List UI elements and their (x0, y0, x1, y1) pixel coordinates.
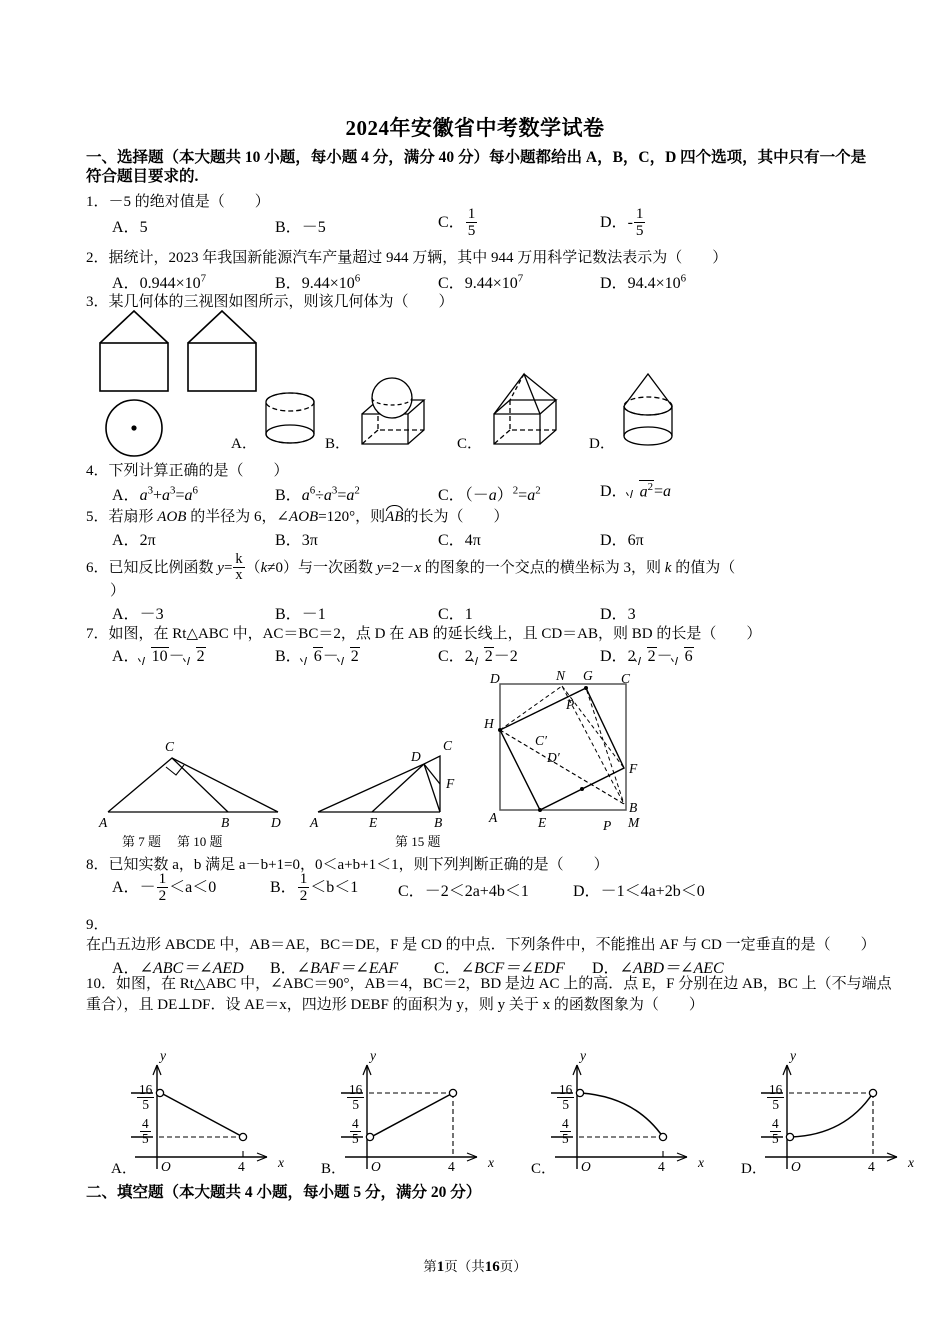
chart-c-ytick-1: $\frac{16}{5}$ (559, 1082, 573, 1112)
option-letter: B． (275, 606, 302, 623)
option-text: ∠BCF＝∠EDF (460, 960, 565, 977)
footer-total-pages: 16 (484, 1259, 500, 1275)
q10-label-e: E (369, 815, 378, 830)
question-9-number: 9． (86, 917, 109, 933)
chart-option-b-letter[interactable]: B． (321, 1161, 347, 1177)
question-6-option-b[interactable] (275, 601, 326, 624)
question-1-stem-close: ） (254, 194, 270, 210)
chart-a-xtick: 4 (238, 1159, 245, 1174)
option-text: ＜a＜0 (169, 879, 217, 897)
question-2-option-d[interactable] (600, 270, 686, 293)
option-letter: D． (600, 648, 628, 665)
option-text: －5 (301, 219, 326, 236)
option-text: －3 (139, 606, 164, 623)
question-6-option-c[interactable] (438, 601, 473, 624)
radical-symbol: 6 (673, 647, 694, 666)
chart-d-xtick: 4 (868, 1159, 875, 1174)
option-letter: A． (112, 879, 140, 897)
q15-label-c-prime: C′ (535, 733, 547, 748)
question-5-option-b[interactable] (275, 527, 318, 550)
q6-text-h: 的值为（ (671, 559, 736, 576)
q15-label-c: C (621, 671, 631, 686)
option-letter: A． (112, 648, 140, 665)
minus-sign: － (139, 879, 156, 897)
question-9-stem: 在凸五边形 ABCDE 中，AB＝AE，BC＝DE，F 是 CD 的中点．下列条件中，不能推出 AF 与 CD 一定垂直的是（ ） (86, 937, 876, 953)
option-text: ∠ABC＝∠AED (139, 960, 244, 977)
q10-figure-triangle (312, 740, 462, 824)
option-letter: C． (438, 214, 465, 232)
option-letter: D． (600, 483, 628, 500)
option-letter: A． (112, 219, 140, 236)
option-letter: A． (112, 487, 140, 504)
q5-text-b: 的半径为 6，∠ (186, 509, 290, 525)
radical-symbol: 2 (636, 647, 657, 666)
option-text: －2＜2a+4b＜1 (424, 883, 529, 900)
q5-aob-2: AOB (289, 509, 319, 525)
question-2 (86, 248, 886, 268)
q5-aob-1: AOB (157, 509, 187, 525)
question-4-option-d[interactable]: D． $a^2=a$ (600, 480, 672, 500)
q15-label-n: N (556, 668, 566, 683)
section-2-heading: 二、填空题（本大题共 4 小题，每小题 5 分，满分 20 分） (86, 1184, 482, 1201)
option-letter: D． (573, 883, 601, 900)
question-4-stem: 下列计算正确的是（ (108, 463, 244, 479)
q15-label-g: G (583, 668, 593, 683)
option-letter: C． (438, 487, 465, 504)
question-7-stem: 如图，在 Rt△ABC 中，AC＝BC＝2，点 D 在 AB 的延长线上，且 CD＝AB，则 BD 的长是（ ） (108, 626, 762, 642)
q7-figure-triangle (100, 740, 290, 824)
fraction-one-half: $\frac{1}{2}$ (158, 870, 167, 904)
question-10 (86, 974, 898, 1016)
question-5-number: 5． (86, 509, 109, 525)
radical-symbol: $a^2$ (628, 480, 654, 501)
chart-d-ylabel: y (790, 1048, 796, 1063)
question-8-option-a[interactable] (112, 872, 216, 905)
question-2-option-b[interactable] (275, 270, 360, 293)
q6-text-g: 的图象的一个交点的横坐标为 3，则 (421, 559, 665, 576)
q3-option-c-shape-cuboid-pyramid[interactable] (484, 372, 564, 450)
option-letter: A． (112, 275, 140, 292)
question-8-option-b[interactable] (270, 872, 358, 905)
question-1-number: 1． (86, 194, 109, 210)
option-letter: B． (275, 275, 302, 292)
q15-label-p: P (566, 697, 575, 712)
radical-symbol: 2 (339, 647, 360, 666)
q5-text-d: 的长为（ ） (403, 509, 509, 525)
option-text: 5 (139, 219, 148, 236)
q6-eq: = (223, 559, 233, 576)
question-3-stem-close: ） (438, 294, 454, 310)
q15-label-b-prime: P (603, 818, 612, 833)
option-text: 3 (627, 606, 636, 623)
option-text: －1＜4a+2b＜0 (600, 883, 705, 900)
question-5-option-d[interactable] (600, 527, 644, 550)
option-text: 4π (464, 532, 481, 549)
question-7 (86, 624, 896, 644)
chart-a-xlabel: x (278, 1155, 284, 1170)
q10-label-d: D (411, 749, 421, 764)
question-5 (86, 505, 509, 527)
q15-label-m: M (628, 815, 640, 830)
q10-figure-caption: 第 10 题 (177, 834, 223, 849)
arc-ab-notation: AB (385, 505, 403, 527)
question-8-option-c[interactable] (398, 878, 529, 901)
option-letter: C． (398, 883, 425, 900)
q10-label-f: F (446, 776, 455, 791)
chart-a-ylabel: y (160, 1048, 166, 1063)
option-text: ∠BAF＝∠EAF (296, 960, 399, 977)
question-5-option-a[interactable] (112, 527, 156, 550)
chart-c-ylabel: y (580, 1048, 586, 1063)
question-8-option-d[interactable] (573, 878, 705, 901)
question-6-number: 6． (86, 559, 109, 576)
chart-b-origin: O (371, 1159, 381, 1174)
chart-a-ytick-1: $\frac{16}{5}$ (139, 1082, 153, 1112)
option-letter: A． (112, 606, 140, 623)
q5-text-a: 若扇形 (108, 509, 158, 525)
q6-y: y (217, 559, 224, 576)
q15-label-e: E (538, 815, 547, 830)
chart-c-xlabel: x (698, 1155, 704, 1170)
option-text: －1 (301, 606, 326, 623)
option-text: 0.944×10 (139, 275, 201, 292)
chart-option-c-letter[interactable]: C． (531, 1161, 557, 1177)
chart-c-xtick: 4 (658, 1159, 665, 1174)
q15-label-d-prime: D′ (547, 750, 560, 765)
q6-k: k (260, 559, 268, 576)
option-letter: A． (112, 960, 140, 977)
question-5-option-c[interactable] (438, 527, 481, 550)
fraction-one-half: $\frac{1}{2}$ (299, 870, 308, 904)
radical-symbol: 2 (185, 647, 206, 666)
option-letter: B． (275, 532, 302, 549)
q3-option-b-shape-cuboid-sphere[interactable] (352, 372, 432, 450)
option-letter: C． (438, 648, 465, 665)
chart-c-origin: O (581, 1159, 591, 1174)
question-6 (86, 553, 886, 584)
question-2-stem: 据统计，2023 年我国新能源汽车产量超过 944 万辆，其中 944 万用科学记数法表示为（ (108, 250, 683, 266)
question-9 (86, 915, 896, 955)
chart-d-xlabel: x (908, 1155, 914, 1170)
question-4 (86, 461, 289, 481)
option-letter: C． (434, 960, 461, 977)
chart-b-ylabel: y (370, 1048, 376, 1063)
question-1-option-c[interactable] (438, 207, 478, 240)
q6-text-b: （ (245, 559, 261, 576)
chart-b-ytick-1: $\frac{16}{5}$ (349, 1082, 363, 1112)
chart-c-ytick-2: $\frac{4}{5}$ (562, 1116, 569, 1146)
option-letter: B． (275, 487, 302, 504)
option-letter: D． (592, 960, 620, 977)
q7-label-a: A (99, 815, 108, 830)
chart-d-ytick-1: $\frac{16}{5}$ (769, 1082, 783, 1112)
page-footer (0, 1255, 950, 1276)
question-2-stem-close: ） (712, 250, 728, 266)
question-1-option-a[interactable] (112, 214, 148, 237)
option-text: ∠ABD＝∠AEC (619, 960, 724, 977)
q7-label-d: D (271, 815, 281, 830)
option-letter: C． (438, 275, 465, 292)
q5-text-c: =120°，则 (318, 509, 386, 525)
q7-label-b: B (221, 815, 230, 830)
option-letter: D． (600, 606, 628, 623)
exponent: 7 (200, 272, 207, 285)
question-4-option-b[interactable]: B．$a^6\div a^3=a^2$ (275, 484, 360, 504)
radical-symbol: 6 (302, 647, 323, 666)
option-text: 6π (627, 532, 644, 549)
fraction-one-fifth: $\frac{1}{5}$ (635, 205, 644, 239)
q6-k2: k (664, 559, 672, 576)
question-3-option-b-letter[interactable]: B． (325, 436, 351, 452)
radical-symbol: 2 (473, 647, 494, 666)
fraction-k-over-x: $\frac{k}{x}$ (235, 551, 243, 583)
fraction-one-fifth: $\frac{1}{5}$ (467, 205, 476, 239)
q7-figure-caption: 第 7 题 (122, 834, 162, 849)
page-title: 2024年安徽省中考数学试卷 (345, 116, 605, 140)
question-7-option-a[interactable]: A． 10－ 2 (112, 648, 205, 665)
q6-text-c: ≠0）与一次函数 (267, 559, 377, 576)
q6-x: x (414, 559, 422, 576)
radical-symbol: 10 (140, 647, 169, 666)
question-1-stem: －5 的绝对值是（ (108, 194, 225, 210)
question-2-option-a[interactable] (112, 270, 206, 293)
q10-label-a: A (310, 815, 319, 830)
question-2-number: 2． (86, 250, 109, 266)
chart-a-ytick-2: $\frac{4}{5}$ (142, 1116, 149, 1146)
option-letter: D． (600, 214, 628, 232)
q3-option-d-shape-cylinder-cone[interactable] (616, 372, 680, 450)
option-letter: B． (270, 960, 297, 977)
chart-option-a-letter[interactable]: A． (111, 1161, 137, 1177)
chart-d-origin: O (791, 1159, 801, 1174)
option-letter: B． (270, 879, 297, 897)
exponent: 6 (680, 272, 687, 285)
question-8-number: 8． (86, 857, 109, 873)
question-4-option-a[interactable]: A．$a^3+a^3=a^6$ (112, 484, 198, 504)
footer-prefix: 第 (423, 1259, 437, 1274)
option-letter: C． (438, 532, 465, 549)
chart-a-origin: O (161, 1159, 171, 1174)
section-1-heading: 一、选择题（本大题共 10 小题，每小题 4 分，满分 40 分）每小题都给出 A，B，C，D 四个选项，其中只有一个是符合题目要求的. (86, 149, 867, 185)
question-7-number: 7． (86, 626, 109, 642)
question-2-option-c[interactable] (438, 270, 523, 293)
q6-y2: y (376, 559, 384, 576)
option-text: ＜b＜1 (310, 879, 359, 897)
q15-label-b: B (629, 800, 638, 815)
q15-figure-caption: 第 15 题 (395, 834, 441, 849)
q15-label-h: H (484, 716, 494, 731)
option-text: 94.4×10 (627, 275, 681, 292)
chart-b-ytick-2: $\frac{4}{5}$ (352, 1116, 359, 1146)
question-10-number: 10． (86, 976, 117, 992)
chart-d-ytick-2: $\frac{4}{5}$ (772, 1116, 779, 1146)
q10-label-b: B (434, 815, 443, 830)
question-7-option-b[interactable]: B． 6－ 2 (275, 648, 359, 665)
question-4-stem-close: ） (273, 463, 289, 479)
question-3-stem: 某几何体的三视图如图所示，则该几何体为（ (108, 294, 409, 310)
q15-label-f: F (629, 761, 638, 776)
option-letter: D． (600, 275, 628, 292)
question-6-option-d[interactable] (600, 601, 636, 624)
option-text: 1 (464, 606, 473, 623)
option-letter: D． (600, 532, 628, 549)
question-8-stem: 已知实数 a，b 满足 a－b+1=0，0＜a+b+1＜1，则下列判断正确的是（ ） (108, 857, 609, 873)
option-letter: C． (438, 606, 465, 623)
q15-label-a: A (489, 810, 498, 825)
question-4-option-c[interactable]: C．$(-a)^2=a^2$ (438, 484, 541, 504)
minus-sign: - (627, 214, 633, 232)
question-3-option-c-letter[interactable]: C． (457, 436, 483, 452)
question-3-option-d-letter[interactable]: D． (589, 436, 615, 452)
question-10-stem: 如图，在 Rt△ABC 中，∠ABC＝90°，AB＝4，BC＝2，BD 是边 AC 上的高．点 E，F 分别在边 AB，BC 上（不与端点重合），且 DE⊥DF．设 AE＝x，四边形 DEBF 的面积为 y，则 y 关于 x 的函数图象为（ ） (86, 976, 892, 1013)
chart-option-d-letter[interactable]: D． (741, 1161, 767, 1177)
q6-text-e: =2－ (383, 559, 415, 576)
option-text: 9.44×10 (464, 275, 518, 292)
question-6-option-a[interactable] (112, 601, 164, 624)
exponent: 6 (354, 272, 361, 285)
chart-b-xtick: 4 (448, 1159, 455, 1174)
q6-text-a: 已知反比例函数 (108, 559, 218, 576)
option-text: 9.44×10 (301, 275, 355, 292)
q15-label-d: D (490, 671, 500, 686)
footer-middle: 页（共 (444, 1259, 485, 1274)
option-text: 3π (301, 532, 318, 549)
q7-label-c: C (165, 739, 175, 754)
footer-suffix: 页） (499, 1259, 527, 1274)
footer-page-number: 1 (436, 1259, 445, 1275)
question-7-option-d[interactable]: D．2 2－ 6 (600, 648, 693, 665)
question-3-number: 3． (86, 294, 109, 310)
option-letter: A． (112, 532, 140, 549)
question-1-option-b[interactable] (275, 214, 326, 237)
question-1-option-d[interactable] (600, 207, 646, 240)
option-text: 2π (139, 532, 156, 549)
q3-option-a-shape-cylinder-hemisphere[interactable] (258, 372, 322, 448)
question-4-number: 4． (86, 463, 109, 479)
option-letter: B． (275, 219, 302, 236)
chart-b-xlabel: x (488, 1155, 494, 1170)
question-1 (86, 192, 270, 212)
q10-label-c: C (443, 738, 453, 753)
exponent: 7 (517, 272, 524, 285)
question-7-option-c[interactable]: C．2 2－2 (438, 648, 518, 665)
question-6-close-paren: ） (110, 583, 126, 599)
option-letter: B． (275, 648, 302, 665)
question-3-option-a-letter[interactable]: A． (231, 436, 257, 452)
